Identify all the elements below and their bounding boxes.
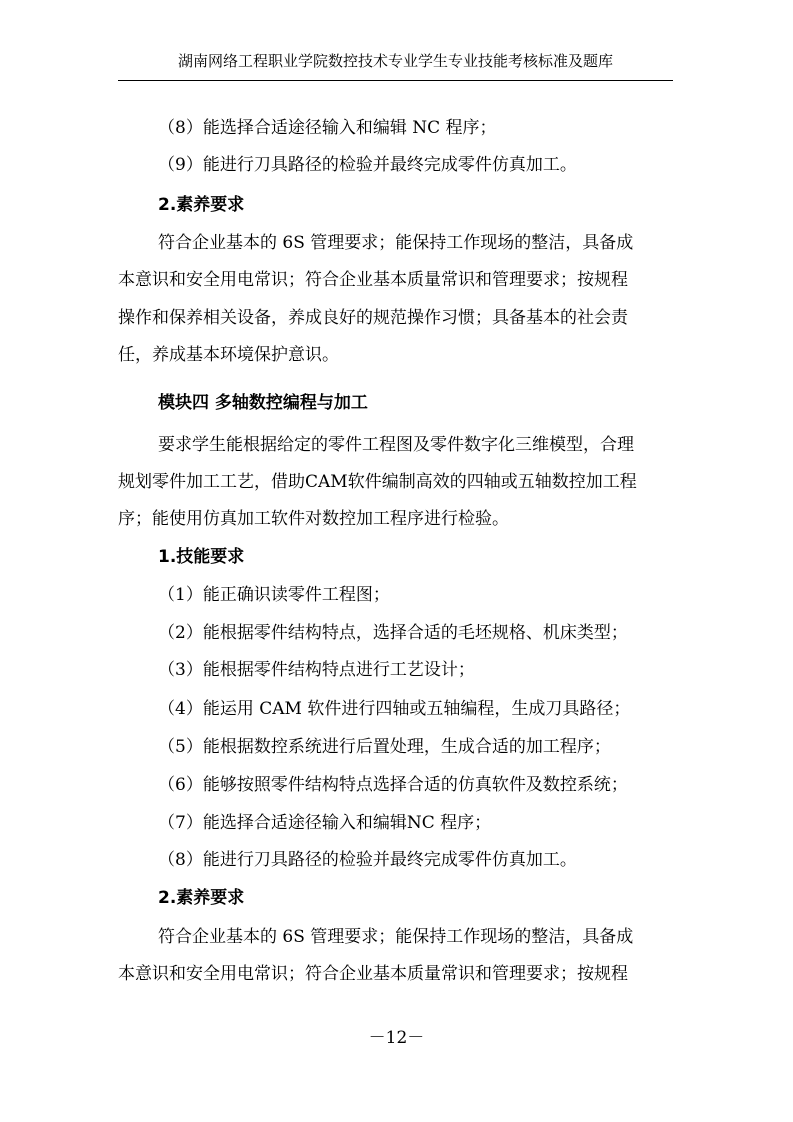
list-item: （1）能正确识读零件工程图； bbox=[158, 585, 390, 605]
section-heading: 2.素养要求 bbox=[158, 195, 245, 215]
list-item: （6）能够按照零件结构特点选择合适的仿真软件及数控系统； bbox=[158, 775, 628, 795]
list-item: （3）能根据零件结构特点进行工艺设计； bbox=[158, 660, 475, 680]
paragraph-line: 本意识和安全用电常识；符合企业基本质量常识和管理要求；按规程 bbox=[118, 270, 628, 290]
paragraph-line: 符合企业基本的 6S 管理要求；能保持工作现场的整洁，具备成 bbox=[158, 233, 634, 253]
section-heading: 2.素养要求 bbox=[158, 888, 245, 908]
page-number: －12－ bbox=[368, 1028, 425, 1048]
module-title: 模块四 多轴数控编程与加工 bbox=[158, 393, 368, 413]
list-item: （4）能运用 CAM 软件进行四轴或五轴编程，生成刀具路径； bbox=[158, 699, 631, 719]
section-heading: 1.技能要求 bbox=[158, 547, 245, 567]
list-item: （7）能选择合适途径输入和编辑NC 程序； bbox=[158, 813, 492, 833]
paragraph-line: 符合企业基本的 6S 管理要求；能保持工作现场的整洁，具备成 bbox=[158, 927, 634, 947]
list-item: （5）能根据数控系统进行后置处理，生成合适的加工程序； bbox=[158, 737, 611, 757]
list-item: （8）能选择合适途径输入和编辑 NC 程序； bbox=[158, 118, 497, 138]
list-item: （2）能根据零件结构特点，选择合适的毛坯规格、机床类型； bbox=[158, 623, 628, 643]
paragraph-line: 要求学生能根据给定的零件工程图及零件数字化三维模型，合理 bbox=[158, 435, 634, 455]
list-item: （9）能进行刀具路径的检验并最终完成零件仿真加工。 bbox=[158, 155, 577, 175]
paragraph-line: 序；能使用仿真加工软件对数控加工程序进行检验。 bbox=[118, 509, 509, 529]
paragraph-line: 操作和保养相关设备，养成良好的规范操作习惯；具备基本的社会责 bbox=[118, 308, 628, 328]
paragraph-line: 规划零件加工工艺，借助CAM软件编制高效的四轴或五轴数控加工程 bbox=[118, 472, 637, 492]
paragraph-line: 任，养成基本环境保护意识。 bbox=[118, 345, 339, 365]
header-divider bbox=[118, 80, 673, 81]
list-item: （8）能进行刀具路径的检验并最终完成零件仿真加工。 bbox=[158, 850, 577, 870]
running-header: 湖南网络工程职业学院数控技术专业学生专业技能考核标准及题库 bbox=[177, 52, 613, 70]
paragraph-line: 本意识和安全用电常识；符合企业基本质量常识和管理要求；按规程 bbox=[118, 964, 628, 984]
